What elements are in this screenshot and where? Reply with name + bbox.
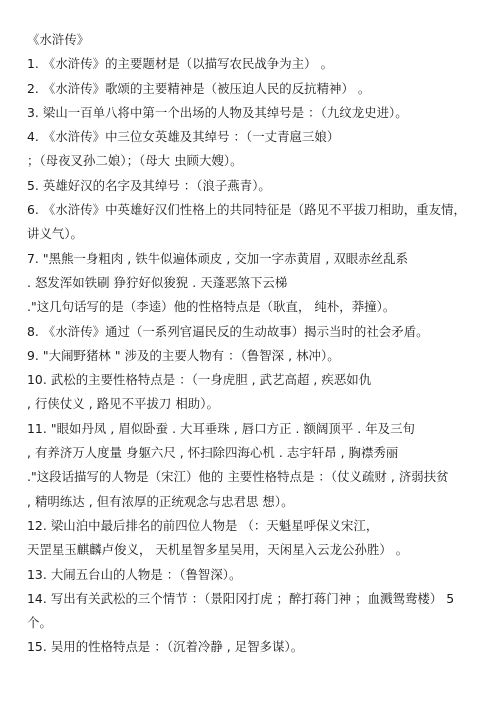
question-12-continued: 天罡星玉麒麟卢俊义， 天机星智多星吴用，天闲星入云龙公孙胜） 。: [27, 542, 409, 558]
question-1: 1. 《水浒传》的主要题材是（以描写农民战争为主） 。: [27, 56, 334, 72]
question-7-answer: ."这几句话写的是（李逵）他的性格特点是（耿直， 纯朴，莽撞）。: [27, 299, 396, 315]
question-8: 8. 《水浒传》通过（一系列官逼民反的生动故事）揭示当时的社会矛盾。: [27, 323, 429, 339]
question-4-continued: ；（母夜叉孙二娘）；（母大 虫顾大嫂）。: [27, 153, 243, 169]
question-10-continued: , 行侠仗义 , 路见不平拔刀 相助）。: [27, 396, 219, 412]
question-11-answer: ."这段话描写的人物是（宋江）他的 主要性格特点是 ：（仗义疏财 , 济弱扶贫: [27, 469, 449, 485]
question-13: 13. 大闹五台山的人物是 ：（鲁智深）。: [27, 566, 242, 582]
doc-title: 《水浒传》: [27, 32, 90, 47]
question-7: 7. "黑熊一身粗肉 , 铁牛似遍体顽皮 , 交加一字赤黄眉 , 双眼赤丝乱系: [27, 250, 409, 266]
question-9: 9. "大闹野猪林 " 涉及的主要人物有 ：（鲁智深 , 林冲）。: [27, 347, 340, 363]
question-6-continued: 讲义气）。: [27, 226, 84, 242]
question-11-continued: , 有养济万人度量 身躯六尺 , 怀扫除四海心机 . 志宇轩昂 , 胸襟秀丽: [27, 445, 399, 461]
question-3: 3. 梁山一百单八将中第一个出场的人物及其绰号是 ：（九纹龙史进）。: [27, 104, 408, 120]
question-4: 4. 《水浒传》中三位女英雄及其绰号 ：（一丈青扈三娘）: [27, 129, 340, 145]
question-14: 14. 写出有关武松的三个情节 ：（景阳冈打虎 ；醉打蒋门神 ；血溅鸳鸯楼） 5: [27, 590, 455, 606]
question-11: 11. "眼如丹凤 , 眉似卧蚕 . 大耳垂珠 , 唇口方正 . 额阔顶平 . 年及三旬: [27, 420, 415, 436]
question-15: 15. 吴用的性格特点是 ：（沉着冷静 , 足智多谋）。: [27, 639, 304, 655]
question-11-answer-continued: , 精明练达 , 但有浓厚的正统观念与忠君思 想）。: [27, 493, 294, 509]
question-2: 2. 《水浒传》歌颂的主要精神是（被压迫人民的反抗精神） 。: [27, 80, 371, 96]
question-14-continued: 个。: [27, 615, 52, 631]
question-5: 5. 英雄好汉的名字及其绰号 ：（浪子燕青）。: [27, 177, 271, 193]
question-12: 12. 梁山泊中最后排名的前四位人物是 （：天魁星呼保义宋江，: [27, 517, 379, 533]
question-10: 10. 武松的主要性格特点是 ：（一身虎胆 , 武艺高超 , 疾恶如仇: [27, 372, 372, 388]
question-6: 6. 《水浒传》中英雄好汉们性格上的共同特征是（路见不平拔刀相助，重友情，: [27, 202, 466, 218]
question-7-continued: . 怒发浑如铁刷 狰狞好似狻猊 . 天蓬恶煞下云梯: [27, 274, 288, 290]
